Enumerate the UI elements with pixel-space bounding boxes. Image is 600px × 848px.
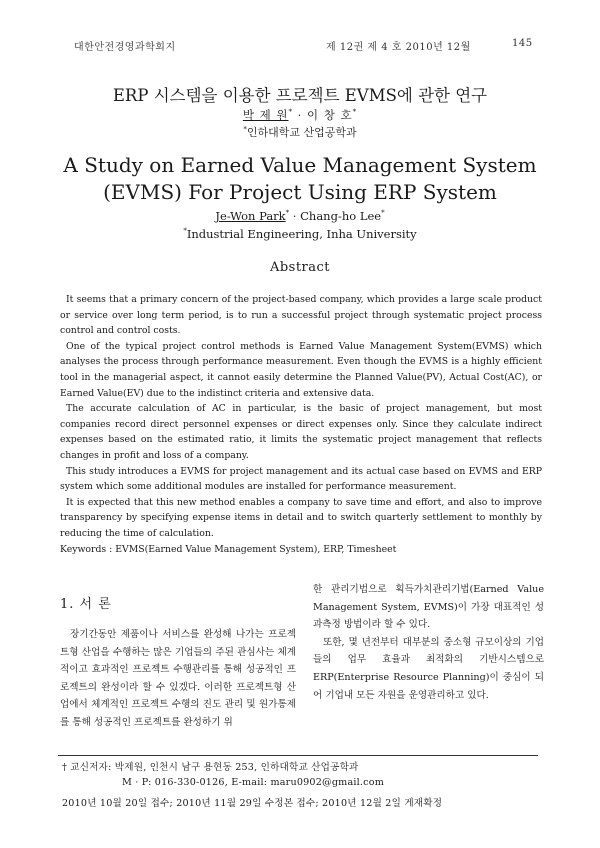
english-author-2: Chang-ho Lee xyxy=(300,209,382,223)
affiliation-mark: * xyxy=(243,125,247,134)
left-column xyxy=(60,626,296,732)
abstract-body xyxy=(60,292,542,557)
running-header-journal: 대한안전경영과학회지 xyxy=(74,42,176,53)
english-title: A Study on Earned Value Management System (EVMS) For Project Using ERP System xyxy=(63,153,537,204)
author-separator: · xyxy=(289,209,301,223)
english-affiliation-text: Industrial Engineering, Inha University xyxy=(186,227,417,241)
korean-title: ERP 시스템을 이용한 프로젝트 EVMS에 관한 연구 xyxy=(112,86,488,105)
korean-author-1: 박 제 원 xyxy=(242,108,289,122)
right-column xyxy=(313,581,544,704)
korean-authors xyxy=(0,107,600,123)
english-author-1: Je-Won Park xyxy=(215,209,286,223)
body-paragraph: 또한, 몇 년전부터 대부분의 중소형 규모이상의 기업들의 업무 효율과 최적화의 기반시스템으로 ERP(Enterprise Resource Planning)이 중심이 되어 기업내 모든 자원을 운영관리하고 있다. xyxy=(313,636,544,701)
footnote-contact: M · P: 016-330-0126, E-mail: maru0902@gmail.com xyxy=(122,777,385,788)
author-mark: * xyxy=(352,108,358,117)
abstract-paragraph: One of the typical project control methods is Earned Value Management System(EVMS) which analyses the process through performance measurement. Even though the EVMS is a highly efficient tool in the managerial aspect, it cannot easily determine the Planned Value(PV), Actual Cost(AC), or Earned Value(EV) due to the indistinct criteria and extensive data. xyxy=(60,340,542,399)
author-mark: * xyxy=(381,209,385,218)
abstract-paragraph: It is expected that this new method enables a company to save time and effort, and also to improve transparency by specifying expense items in detail and to switch quarterly settlement to monthly by reducing the time of calculation. xyxy=(60,496,542,539)
page-number: 145 xyxy=(512,38,533,49)
author-mark: * xyxy=(288,108,294,117)
english-affiliation xyxy=(0,227,600,241)
english-authors xyxy=(0,209,600,223)
keywords: Keywords : EVMS(Earned Value Management System), ERP, Timesheet xyxy=(60,543,397,555)
abstract-heading: Abstract xyxy=(269,260,331,275)
body-paragraph: 장기간동안 제품이나 서비스를 완성해 나가는 프로젝트형 산업을 수행하는 많은 기업들의 주된 관심사는 체계적이고 효과적인 프로젝트 수행관리를 통해 성공적인 프로젝트의 완성이라 할 수 있겠다. 이러한 프로젝트형 산업에서 체계적인 프로젝트 수행의 진도 관리 및 원가통제를 통해 성공적인 프로젝트를 완성하기 위 xyxy=(60,629,296,728)
korean-affiliation-text: 인하대학교 산업공학과 xyxy=(246,126,357,139)
author-mark: * xyxy=(285,209,290,218)
abstract-paragraph: This study introduces a EVMS for project management and its actual case based on EVMS and ERP system which some additional modules are installed for performance measurement. xyxy=(60,465,542,493)
affiliation-mark: * xyxy=(183,227,187,236)
abstract-paragraph: It seems that a primary concern of the project-based company, which provides a large scale product or service over long term period, is to run a successful project through systematic project process control and control costs. xyxy=(60,294,542,337)
section-heading: 1. 서 론 xyxy=(60,597,112,612)
footnote-dates: 2010년 10월 20일 접수; 2010년 11월 29일 수정본 접수; 2010년 12월 2일 게재확정 xyxy=(62,798,443,809)
abstract-paragraph: The accurate calculation of AC in particular, is the basic of project management, but most companies record direct personnel expenses or direct expenses only. Since they calculate indirect expenses based on the estimated ratio, it limits the systematic project management that reflects changes in profit and loss of a company. xyxy=(60,403,542,461)
footnote-divider xyxy=(58,755,538,756)
footnote-corresponding-author: † 교신저자: 박제원, 인천시 남구 용현동 253, 인하대학교 산업공학과 xyxy=(62,762,359,773)
korean-affiliation xyxy=(0,124,600,140)
body-paragraph: 한 관리기법으로 획득가치관리기법(Earned Value Management System, EVMS)이 가장 대표적인 성과측정 방법이라 할 수 있다. xyxy=(313,584,544,631)
running-header-issue: 제 12권 제 4 호 2010년 12월 xyxy=(326,42,471,53)
author-separator: · xyxy=(293,108,307,122)
korean-author-2: 이 창 호 xyxy=(306,108,353,122)
